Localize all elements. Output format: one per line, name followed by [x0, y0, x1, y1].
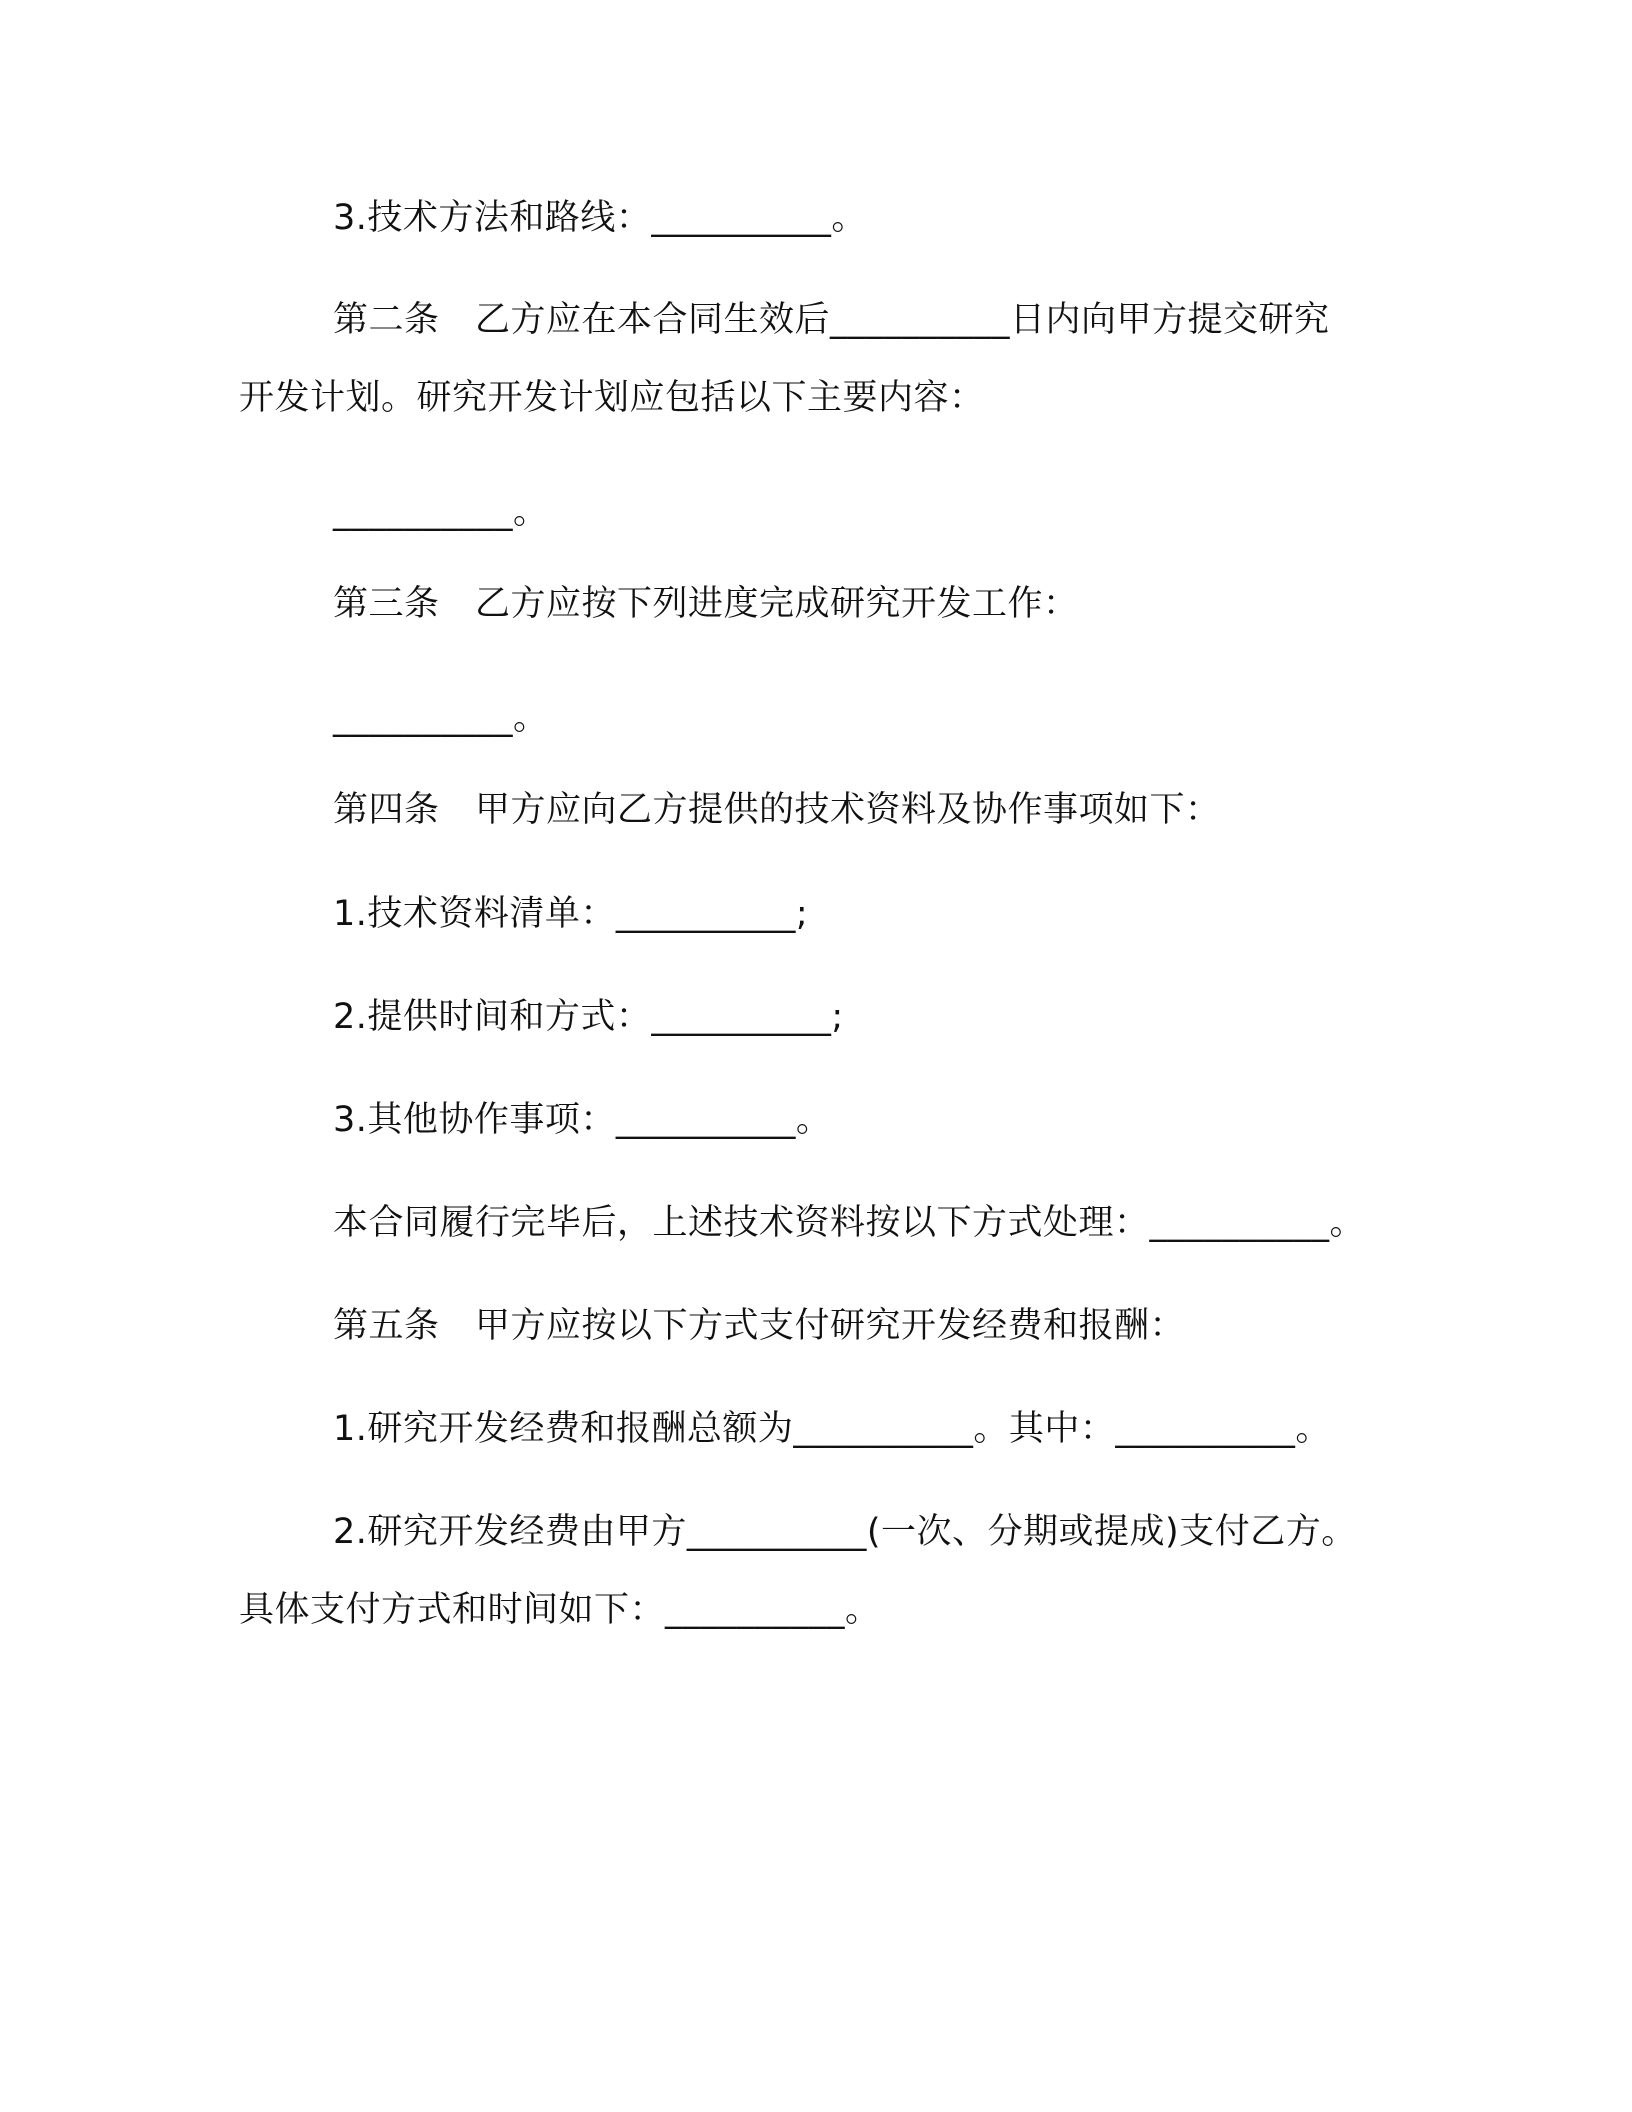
article-5-item-2-line-2: 具体支付方式和时间如下：__________。	[239, 1590, 881, 1630]
article-4-disposal: 本合同履行完毕后，上述技术资料按以下方式处理：__________。	[333, 1203, 1366, 1243]
article-4-item-2: 2.提供时间和方式：__________;	[333, 997, 844, 1037]
article-5-heading: 第五条 甲方应按以下方式支付研究开发经费和报酬：	[333, 1306, 1186, 1346]
article-4-item-3: 3.其他协作事项：__________。	[333, 1100, 832, 1140]
article-4-heading: 第四条 甲方应向乙方提供的技术资料及协作事项如下：	[333, 790, 1221, 830]
article-4-item-1: 1.技术资料清单：__________;	[333, 894, 809, 934]
article-5-item-1: 1.研究开发经费和报酬总额为__________。其中：__________。	[333, 1409, 1331, 1449]
article-3-blank: __________。	[333, 698, 549, 738]
item-3-technical-method: 3.技术方法和路线：__________。	[333, 198, 867, 238]
article-2-line-2: 开发计划。研究开发计划应包括以下主要内容：	[239, 378, 985, 418]
article-2-blank: __________。	[333, 492, 549, 532]
article-2-line-1: 第二条 乙方应在本合同生效后__________日内向甲方提交研究	[333, 300, 1330, 340]
article-3-heading: 第三条 乙方应按下列进度完成研究开发工作：	[333, 584, 1079, 624]
article-5-item-2-line-1: 2.研究开发经费由甲方__________(一次、分期或提成)支付乙方。	[333, 1512, 1357, 1552]
